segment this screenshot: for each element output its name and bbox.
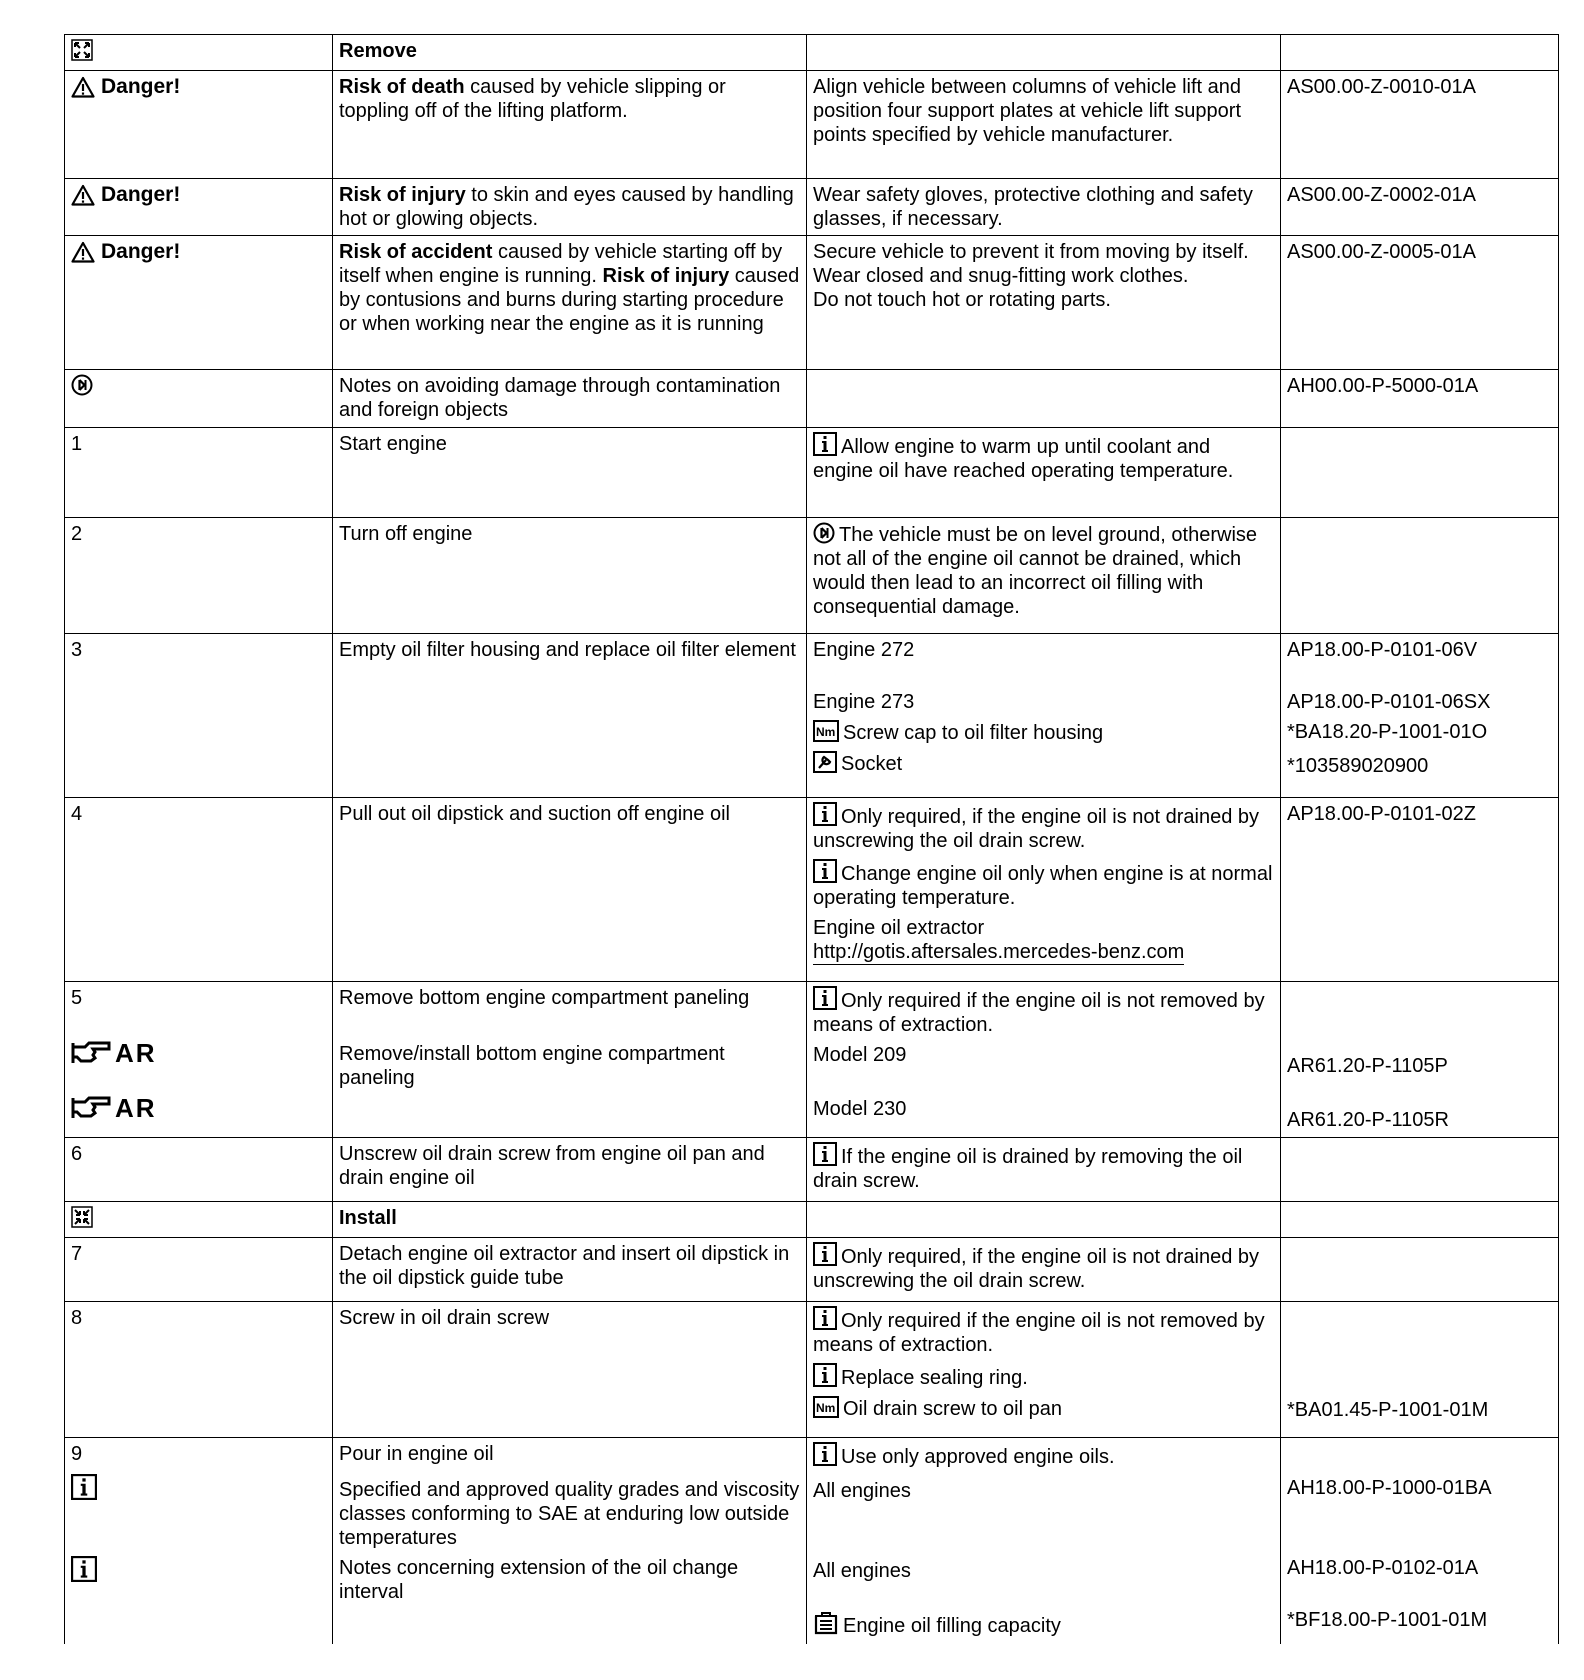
cell <box>65 179 333 236</box>
step-number: 5 <box>71 987 83 1009</box>
table-row <box>65 1138 1559 1202</box>
model-label: Model 209 <box>813 1044 907 1066</box>
risk-text: caused by vehicle starting off by itself when engine is running. <box>339 241 783 287</box>
cell <box>65 1138 333 1202</box>
step-text: Start engine <box>339 433 447 455</box>
info-text: Use only approved engine oils. <box>841 1446 1115 1468</box>
step-text: Notes on avoiding damage through contamination and foreign objects <box>339 375 781 421</box>
cell <box>807 35 1281 71</box>
cell <box>807 1202 1281 1238</box>
step-text: Remove bottom engine compartment paneling <box>339 987 750 1009</box>
cell <box>1281 634 1559 798</box>
risk-text: to skin and eyes caused by handling hot or glowing objects. <box>339 184 794 230</box>
step-text: Detach engine oil extractor and insert oil dipstick in the oil dipstick guide tube <box>339 1243 790 1289</box>
torque-entry <box>813 720 1274 745</box>
section-title: Install <box>339 1207 397 1229</box>
table-row <box>65 1202 1559 1238</box>
table-row <box>65 982 1559 1138</box>
info-icon <box>813 986 837 1010</box>
reference-link[interactable]: AP18.00-P-0101-06SX <box>1287 691 1491 713</box>
reference-link[interactable]: AP18.00-P-0101-02Z <box>1287 803 1477 825</box>
cell <box>333 634 807 798</box>
info-text: Only required, if the engine oil is not drained by unscrewing the oil drain screw. <box>813 1246 1260 1292</box>
table-row <box>65 179 1559 236</box>
tool-text: Engine oil extractor <box>813 917 985 939</box>
tool-entry <box>813 751 1274 776</box>
cell <box>807 1138 1281 1202</box>
risk-text: caused by vehicle slipping or toppling off of the lifting platform. <box>339 76 726 122</box>
cell <box>1281 428 1559 518</box>
info-entry <box>813 859 1274 910</box>
info-entry <box>813 1306 1274 1357</box>
cell <box>1281 1202 1559 1238</box>
cell <box>807 1302 1281 1438</box>
info-text: Only required if the engine oil is not removed by means of extraction. <box>813 1310 1265 1356</box>
cell <box>333 370 807 428</box>
info-icon <box>71 1556 97 1582</box>
action-text: Secure vehicle to prevent it from moving by itself. <box>813 241 1249 263</box>
cell <box>65 798 333 982</box>
cell <box>807 428 1281 518</box>
procedure-table <box>64 34 1559 1644</box>
cell <box>1281 982 1559 1138</box>
cell <box>65 1238 333 1302</box>
table-row <box>65 1238 1559 1302</box>
risk-title: Risk of injury <box>602 265 730 287</box>
sub-step-text: Notes concerning extension of the oil change interval <box>339 1557 739 1603</box>
step-number: 9 <box>71 1443 83 1465</box>
ar-reference <box>71 1091 157 1125</box>
table-row <box>65 428 1559 518</box>
table-row <box>65 370 1559 428</box>
step-text: Unscrew oil drain screw from engine oil pan and drain engine oil <box>339 1143 765 1189</box>
info-icon <box>813 859 837 883</box>
cell <box>333 428 807 518</box>
hand-pointer-icon <box>71 1039 113 1067</box>
cell <box>807 1438 1281 1644</box>
info-entry <box>813 802 1274 853</box>
cell <box>807 179 1281 236</box>
section-title: Remove <box>339 40 417 62</box>
cell <box>333 35 807 71</box>
cell <box>807 634 1281 798</box>
table-row <box>65 798 1559 982</box>
torque-text: Screw cap to oil filter housing <box>843 722 1104 744</box>
sub-step-text: Remove/install bottom engine compartment paneling <box>339 1043 725 1089</box>
reference-link[interactable]: AR61.20-P-1105P <box>1287 1055 1448 1077</box>
reference-link[interactable]: *BA18.20-P-1001-01O <box>1287 721 1488 743</box>
info-text: Replace sealing ring. <box>841 1367 1028 1389</box>
cell <box>807 1238 1281 1302</box>
warning-triangle-icon <box>71 184 95 206</box>
risk-text: caused by contusions and burns during starting procedure or when working near the engine as it is running <box>339 265 800 335</box>
oil-capacity-icon <box>813 1611 839 1635</box>
table-row <box>65 1302 1559 1438</box>
cell <box>1281 1138 1559 1202</box>
table-row <box>65 1438 1559 1644</box>
cell <box>1281 518 1559 634</box>
info-icon <box>813 1142 837 1166</box>
reference-link[interactable]: AH18.00-P-0102-01A <box>1287 1557 1479 1579</box>
step-number: 1 <box>71 433 83 455</box>
info-icon <box>813 1306 837 1330</box>
info-entry <box>813 1363 1274 1390</box>
cell <box>1281 71 1559 179</box>
info-icon <box>813 432 837 456</box>
svg-text:Nm: Nm <box>816 1401 836 1415</box>
danger-text: Danger! <box>101 240 181 263</box>
cell <box>807 370 1281 428</box>
sub-step-text: Specified and approved quality grades and viscosity classes conforming to SAE at enduring low outside temperatures <box>339 1479 800 1549</box>
reference-link[interactable]: AS00.00-Z-0005-01A <box>1287 241 1477 263</box>
info-text: If the engine oil is drained by removing the oil drain screw. <box>813 1146 1243 1192</box>
ar-text: AR <box>115 1093 157 1123</box>
cell <box>65 71 333 179</box>
engine-label: All engines <box>813 1560 911 1582</box>
info-text: Change engine oil only when engine is at normal operating temperature. <box>813 863 1273 909</box>
engine-label: Engine 272 <box>813 639 915 661</box>
cell <box>1281 798 1559 982</box>
torque-text: Oil drain screw to oil pan <box>843 1398 1062 1420</box>
torque-entry <box>813 1396 1274 1421</box>
cell <box>65 982 333 1138</box>
step-text: Pour in engine oil <box>339 1443 494 1465</box>
info-icon <box>813 802 837 826</box>
step-number: 6 <box>71 1143 83 1165</box>
table-row <box>65 35 1559 71</box>
cell <box>65 35 333 71</box>
danger-label <box>71 240 180 264</box>
cell <box>1281 370 1559 428</box>
cell <box>65 236 333 370</box>
step-number: 3 <box>71 639 83 661</box>
cell <box>1281 1438 1559 1644</box>
action-text: Align vehicle between columns of vehicle lift and position four support plates at vehicle lift support points specified by vehicle manufacturer. <box>813 76 1242 146</box>
notice-text: The vehicle must be on level ground, otherwise not all of the engine oil cannot be drained, which would then lead to an incorrect oil filling with consequential damage. <box>813 524 1258 618</box>
hand-pointer-icon <box>71 1094 113 1122</box>
reference-link[interactable]: AS00.00-Z-0010-01A <box>1287 76 1477 98</box>
action-text: Wear closed and snug-fitting work clothes. <box>813 265 1189 287</box>
cell <box>1281 35 1559 71</box>
capacity-text: Engine oil filling capacity <box>843 1615 1061 1637</box>
cell <box>807 982 1281 1138</box>
cell <box>333 798 807 982</box>
model-label: Model 230 <box>813 1098 907 1120</box>
danger-label <box>71 183 180 207</box>
cell <box>333 1438 807 1644</box>
reference-link[interactable]: AH00.00-P-5000-01A <box>1287 375 1479 397</box>
capacity-entry <box>813 1611 1274 1638</box>
step-text: Empty oil filter housing and replace oil filter element <box>339 639 796 661</box>
warning-triangle-icon <box>71 76 95 98</box>
cell <box>807 236 1281 370</box>
cell <box>1281 1302 1559 1438</box>
info-text: Only required, if the engine oil is not drained by unscrewing the oil drain screw. <box>813 806 1260 852</box>
cell <box>333 71 807 179</box>
cell <box>333 1302 807 1438</box>
info-icon <box>71 1474 97 1500</box>
notice-icon <box>813 522 835 544</box>
info-icon <box>813 1363 837 1387</box>
reference-link[interactable]: *103589020900 <box>1287 755 1429 777</box>
danger-label <box>71 75 180 99</box>
cell <box>65 1302 333 1438</box>
tool-text: Socket <box>841 753 903 775</box>
cell <box>65 1202 333 1238</box>
cell <box>333 982 807 1138</box>
info-entry <box>813 986 1274 1037</box>
risk-title: Risk of accident <box>339 241 493 263</box>
warning-triangle-icon <box>71 241 95 263</box>
table-row <box>65 634 1559 798</box>
step-number: 4 <box>71 803 83 825</box>
info-icon <box>813 1242 837 1266</box>
risk-title: Risk of injury <box>339 184 466 206</box>
cell <box>333 518 807 634</box>
ar-reference <box>71 1036 157 1070</box>
reference-link[interactable]: AR61.20-P-1105R <box>1287 1109 1449 1131</box>
svg-text:Nm: Nm <box>816 725 836 739</box>
step-number: 7 <box>71 1243 83 1265</box>
reference-link[interactable]: AS00.00-Z-0002-01A <box>1287 184 1477 206</box>
table-row <box>65 71 1559 179</box>
step-number: 2 <box>71 523 83 545</box>
cell <box>65 370 333 428</box>
torque-icon <box>813 720 839 742</box>
info-entry <box>813 1442 1274 1469</box>
step-text: Pull out oil dipstick and suction off engine oil <box>339 803 730 825</box>
cell <box>807 518 1281 634</box>
gotis-link[interactable]: http://gotis.aftersales.mercedes-benz.com <box>813 941 1185 963</box>
cell <box>807 798 1281 982</box>
reference-link[interactable]: *BF18.00-P-1001-01M <box>1287 1609 1488 1631</box>
remove-icon <box>71 39 93 61</box>
cell <box>333 1238 807 1302</box>
info-text: Allow engine to warm up until coolant and engine oil have reached operating temperature. <box>813 436 1234 482</box>
table-row <box>65 518 1559 634</box>
procedure-document <box>64 34 1558 1650</box>
step-text: Turn off engine <box>339 523 473 545</box>
cell <box>333 236 807 370</box>
cell <box>65 428 333 518</box>
cell <box>333 1138 807 1202</box>
cell <box>1281 236 1559 370</box>
cell <box>333 1202 807 1238</box>
step-text: Screw in oil drain screw <box>339 1307 550 1329</box>
info-icon <box>813 1442 837 1466</box>
notice-icon <box>71 374 93 396</box>
cell <box>333 179 807 236</box>
info-text: Only required if the engine oil is not removed by means of extraction. <box>813 990 1265 1036</box>
danger-text: Danger! <box>101 75 181 98</box>
action-text: Wear safety gloves, protective clothing and safety glasses, if necessary. <box>813 184 1253 230</box>
cell <box>65 518 333 634</box>
step-number: 8 <box>71 1307 83 1329</box>
reference-link[interactable]: AP18.00-P-0101-06V <box>1287 639 1478 661</box>
danger-text: Danger! <box>101 183 181 206</box>
tool-icon <box>813 751 837 773</box>
risk-title: Risk of death <box>339 76 465 98</box>
reference-link[interactable]: AH18.00-P-1000-01BA <box>1287 1477 1492 1499</box>
action-text: Do not touch hot or rotating parts. <box>813 289 1111 311</box>
cell <box>1281 1238 1559 1302</box>
reference-link[interactable]: *BA01.45-P-1001-01M <box>1287 1399 1489 1421</box>
torque-icon <box>813 1396 839 1418</box>
cell <box>65 634 333 798</box>
cell <box>807 71 1281 179</box>
cell <box>65 1438 333 1644</box>
ar-text: AR <box>115 1038 157 1068</box>
cell <box>1281 179 1559 236</box>
table-row <box>65 236 1559 370</box>
install-icon <box>71 1206 93 1228</box>
engine-label: Engine 273 <box>813 691 915 713</box>
engine-label: All engines <box>813 1480 911 1502</box>
